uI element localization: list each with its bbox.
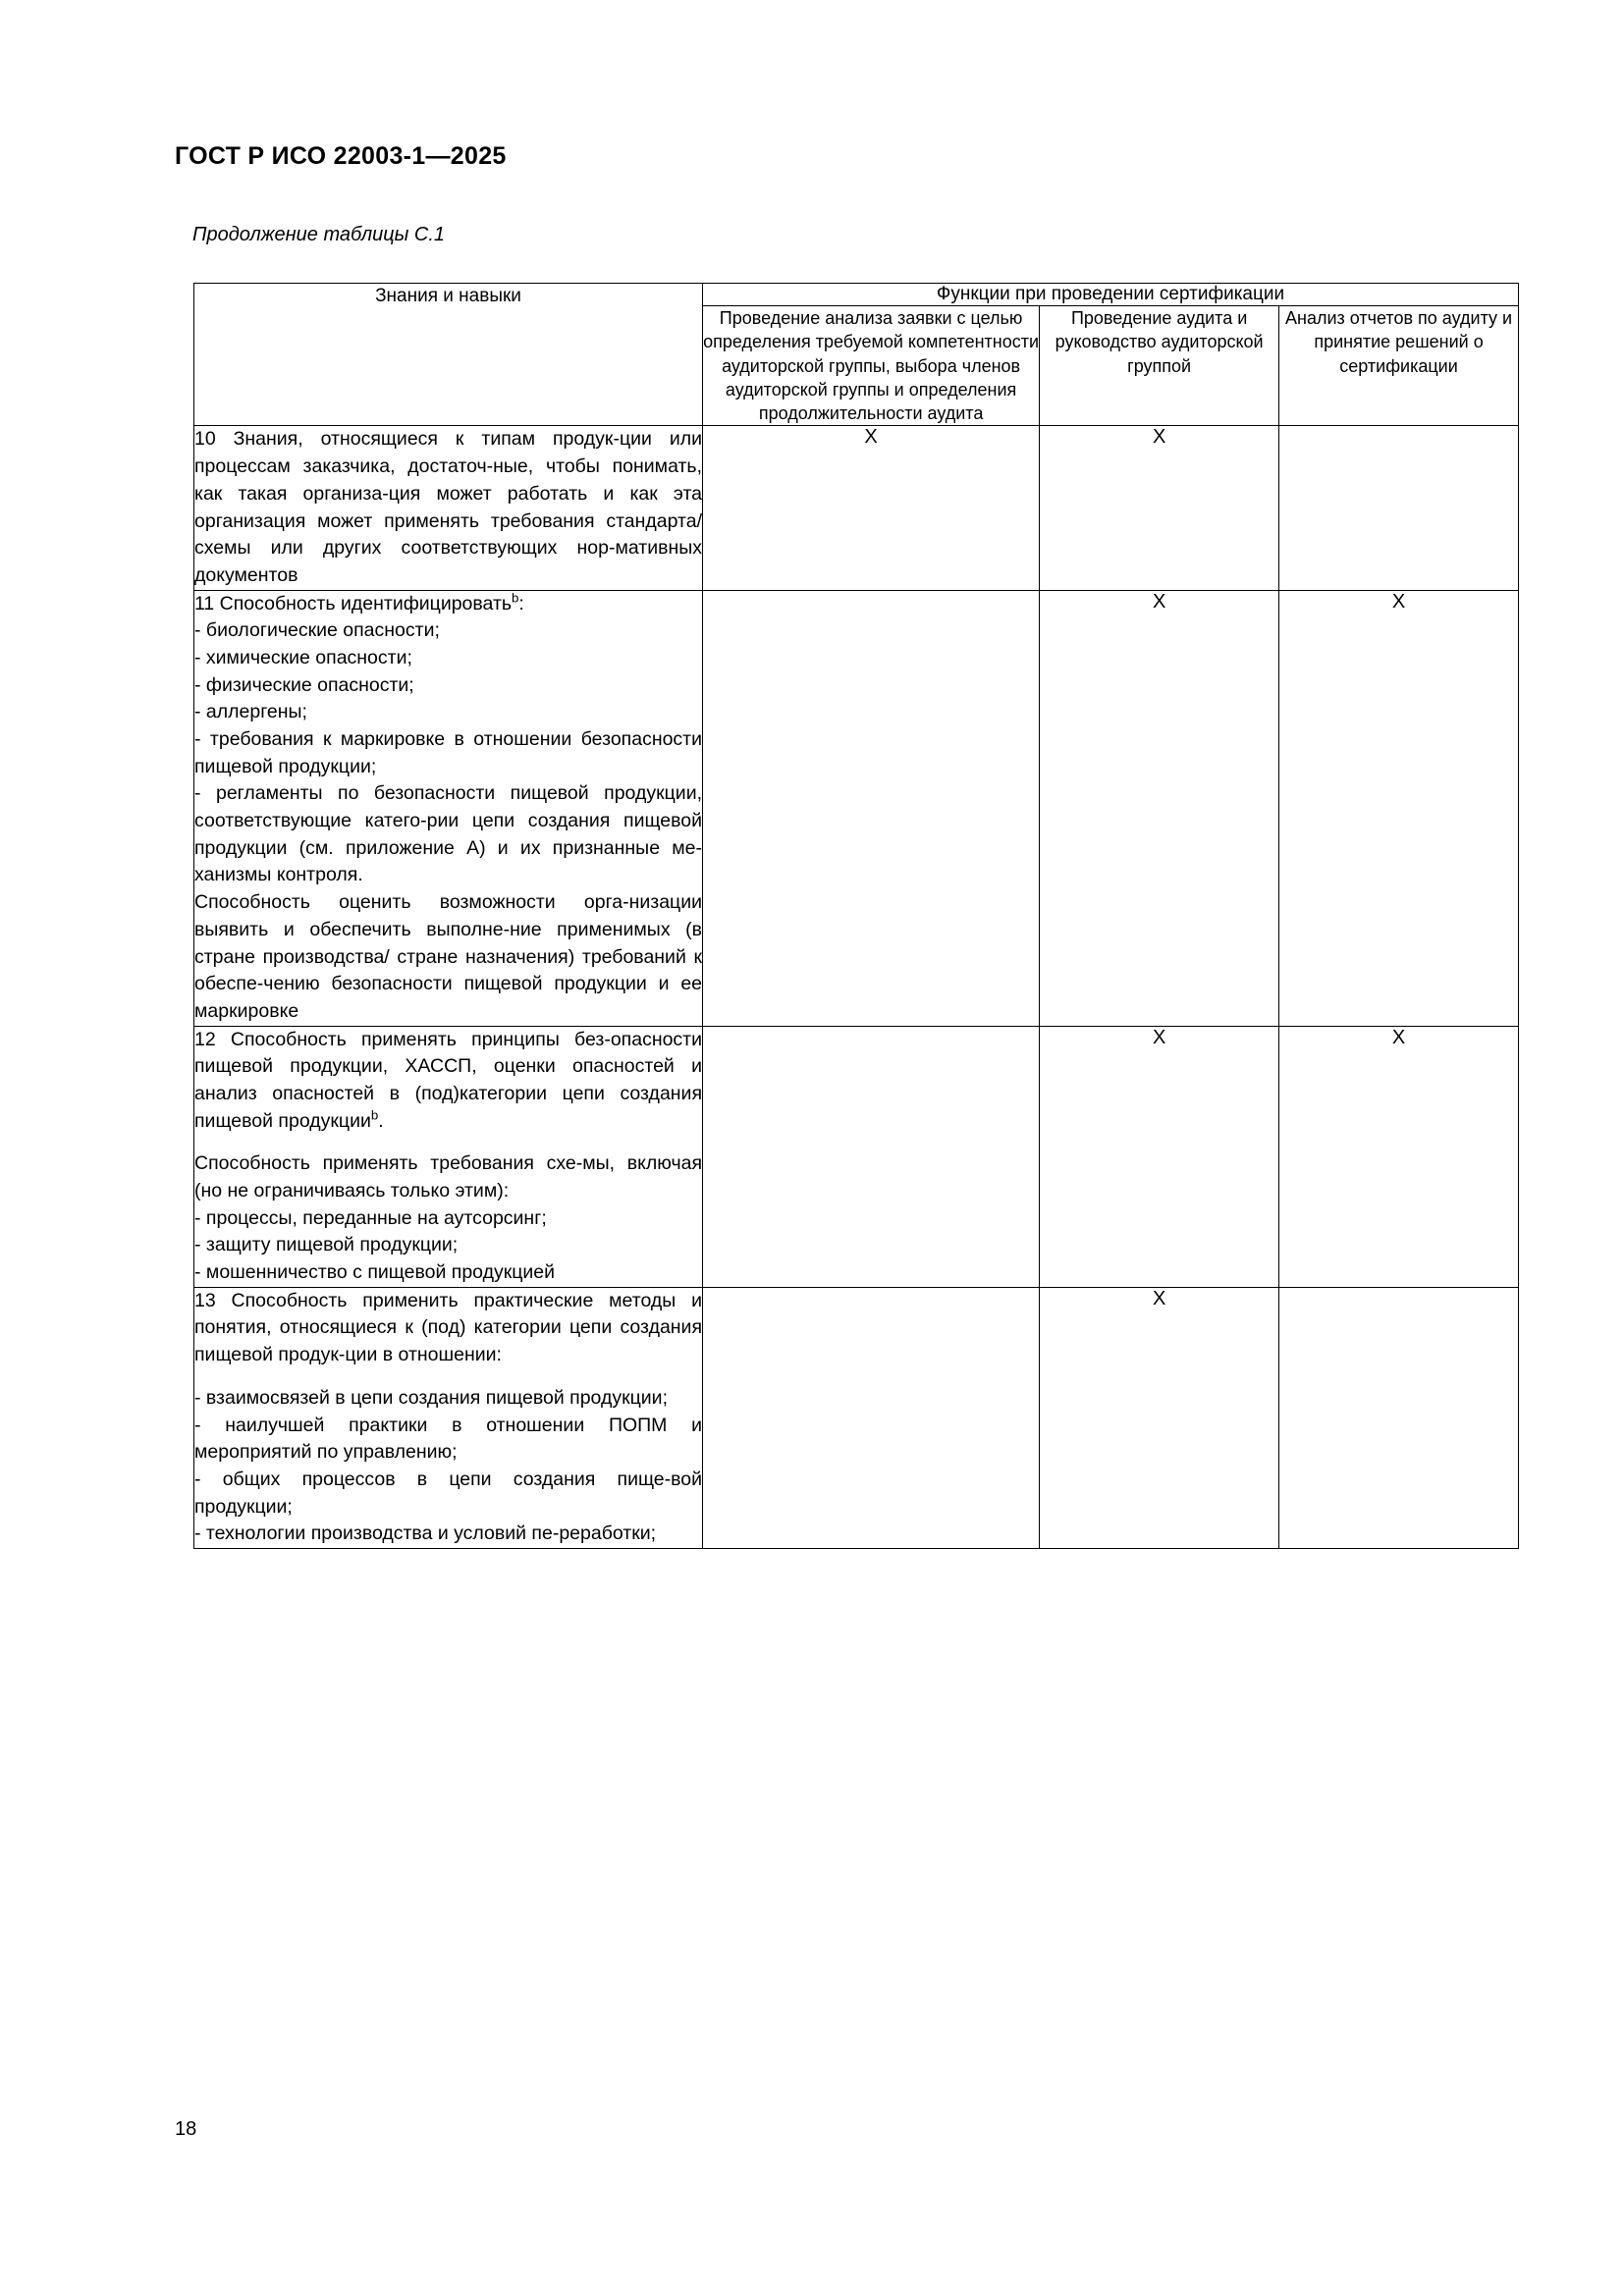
row-11-line-7: - регламенты по безопасности пищевой продукции, соответствующие катего-рии цепи создания пищевой продукции (см. приложение А) и их признанные ме-ханизмы контроля. xyxy=(194,782,703,886)
row-11-line-6: - требования к маркировке в отношении безопасности пищевой продукции; xyxy=(194,728,703,777)
row-12-mark-audit: X xyxy=(1040,1026,1279,1287)
row-12-knowledge xyxy=(194,1026,703,1287)
row-11-knowledge xyxy=(194,590,703,1026)
row-11-line-3: - химические опасности; xyxy=(194,646,412,668)
row-12-line-1: 12 Способность применять принципы без-опасности пищевой продукции, ХАССП, оценки опасностей и анализ опасностей в (под)категории цепи создания пищевой продукции$^b$. xyxy=(194,1028,703,1132)
row-13-knowledge xyxy=(194,1287,703,1548)
row-10-mark-reports xyxy=(1279,426,1519,590)
row-11-mark-audit: X xyxy=(1040,590,1279,1026)
row-11-footnote-ref: b xyxy=(512,590,519,606)
table-caption: Продолжение таблицы С.1 xyxy=(192,224,446,245)
row-11-line-5: - аллергены; xyxy=(194,701,307,723)
table-row xyxy=(194,426,1519,590)
row-11-line-4: - физические опасности; xyxy=(194,673,414,696)
row-13-line-3: - наилучшей практики в отношении ПОПМ и мероприятий по управлению; xyxy=(194,1414,703,1464)
row-12-mark-application-review xyxy=(703,1026,1040,1287)
row-13-line-4: - общих процессов в цепи создания пище-вой продукции; xyxy=(194,1468,703,1518)
row-11-text-1: 11 Способность идентифицировать xyxy=(194,592,513,614)
row-13-line-2: - взаимосвязей в цепи создания пищевой продукции; xyxy=(194,1386,668,1409)
table-row xyxy=(194,590,1519,1026)
row-12-line-5: - мошенничество с пищевой продукцией xyxy=(194,1261,556,1284)
row-11-line-1: 11 Способность идентифицировать$^b$: xyxy=(194,590,524,614)
row-10-mark-audit: X xyxy=(1040,426,1279,590)
row-13-mark-application-review xyxy=(703,1287,1040,1548)
header-knowledge-and-skills: Знания и навыки xyxy=(194,284,703,426)
row-12-line-4: - защиту пищевой продукции; xyxy=(194,1234,459,1256)
row-12-text-1: 12 Способность применять принципы без-опасности пищевой продукции, ХАССП, оценки опасностей и анализ опасностей в (под)категории цепи создания пищевой продукции xyxy=(194,1028,703,1132)
row-12-line-3: - процессы, переданные на аутсорсинг; xyxy=(194,1206,547,1229)
table-row xyxy=(194,1026,1519,1287)
header-certification-functions: Функции при проведении сертификации xyxy=(703,284,1519,306)
row-12-line-2: Способность применять требования схе-мы, включая (но не ограничиваясь только этим): xyxy=(194,1152,703,1202)
row-13-line-5: - технологии производства и условий пе-реработки; xyxy=(194,1522,657,1545)
row-10-text: 10 Знания, относящиеся к типам продук-ции или процессам заказчика, достаточ-ные, чтобы понимать, как такая организа-ция может работать и как эта организация может применять требования стандарта/ схемы или других соответствующих нор-мативных документов xyxy=(194,428,703,586)
row-13-line-1: 13 Способность применить практические методы и понятия, относящиеся к (под) категории цепи создания пищевой продук-ции в отношении: xyxy=(194,1289,703,1366)
header-report-analysis: Анализ отчетов по аудиту и принятие решений о сертификации xyxy=(1279,306,1519,426)
row-10-mark-application-review: X xyxy=(703,426,1040,590)
row-11-line-8: Способность оценить возможности орга-низации выявить и обеспечить выполне-ние применимых (в стране производства/ стране назначения) требований к обеспе-чению безопасности пищевой продукции и ее маркировке xyxy=(194,891,703,1022)
row-13-mark-audit: X xyxy=(1040,1287,1279,1548)
table-header-row-group xyxy=(194,284,1519,306)
row-12-footnote-ref: b xyxy=(370,1107,379,1123)
header-application-review: Проведение анализа заявки с целью определения требуемой компетентности аудиторской группы, выбора членов аудиторской группы и определения продолжительности аудита xyxy=(703,306,1040,426)
page-title: ГОСТ Р ИСО 22003-1—2025 xyxy=(175,142,507,170)
row-13-mark-reports xyxy=(1279,1287,1519,1548)
table-row xyxy=(194,1287,1519,1548)
row-12-mark-reports: X xyxy=(1279,1026,1519,1287)
row-11-line-2: - биологические опасности; xyxy=(194,619,440,642)
row-11-mark-reports: X xyxy=(1279,590,1519,1026)
page-number: 18 xyxy=(175,2118,197,2140)
competence-table xyxy=(193,283,1519,1549)
row-11-mark-application-review xyxy=(703,590,1040,1026)
row-10-knowledge xyxy=(194,426,703,590)
header-audit-conduct: Проведение аудита и руководство аудиторской группой xyxy=(1040,306,1279,426)
